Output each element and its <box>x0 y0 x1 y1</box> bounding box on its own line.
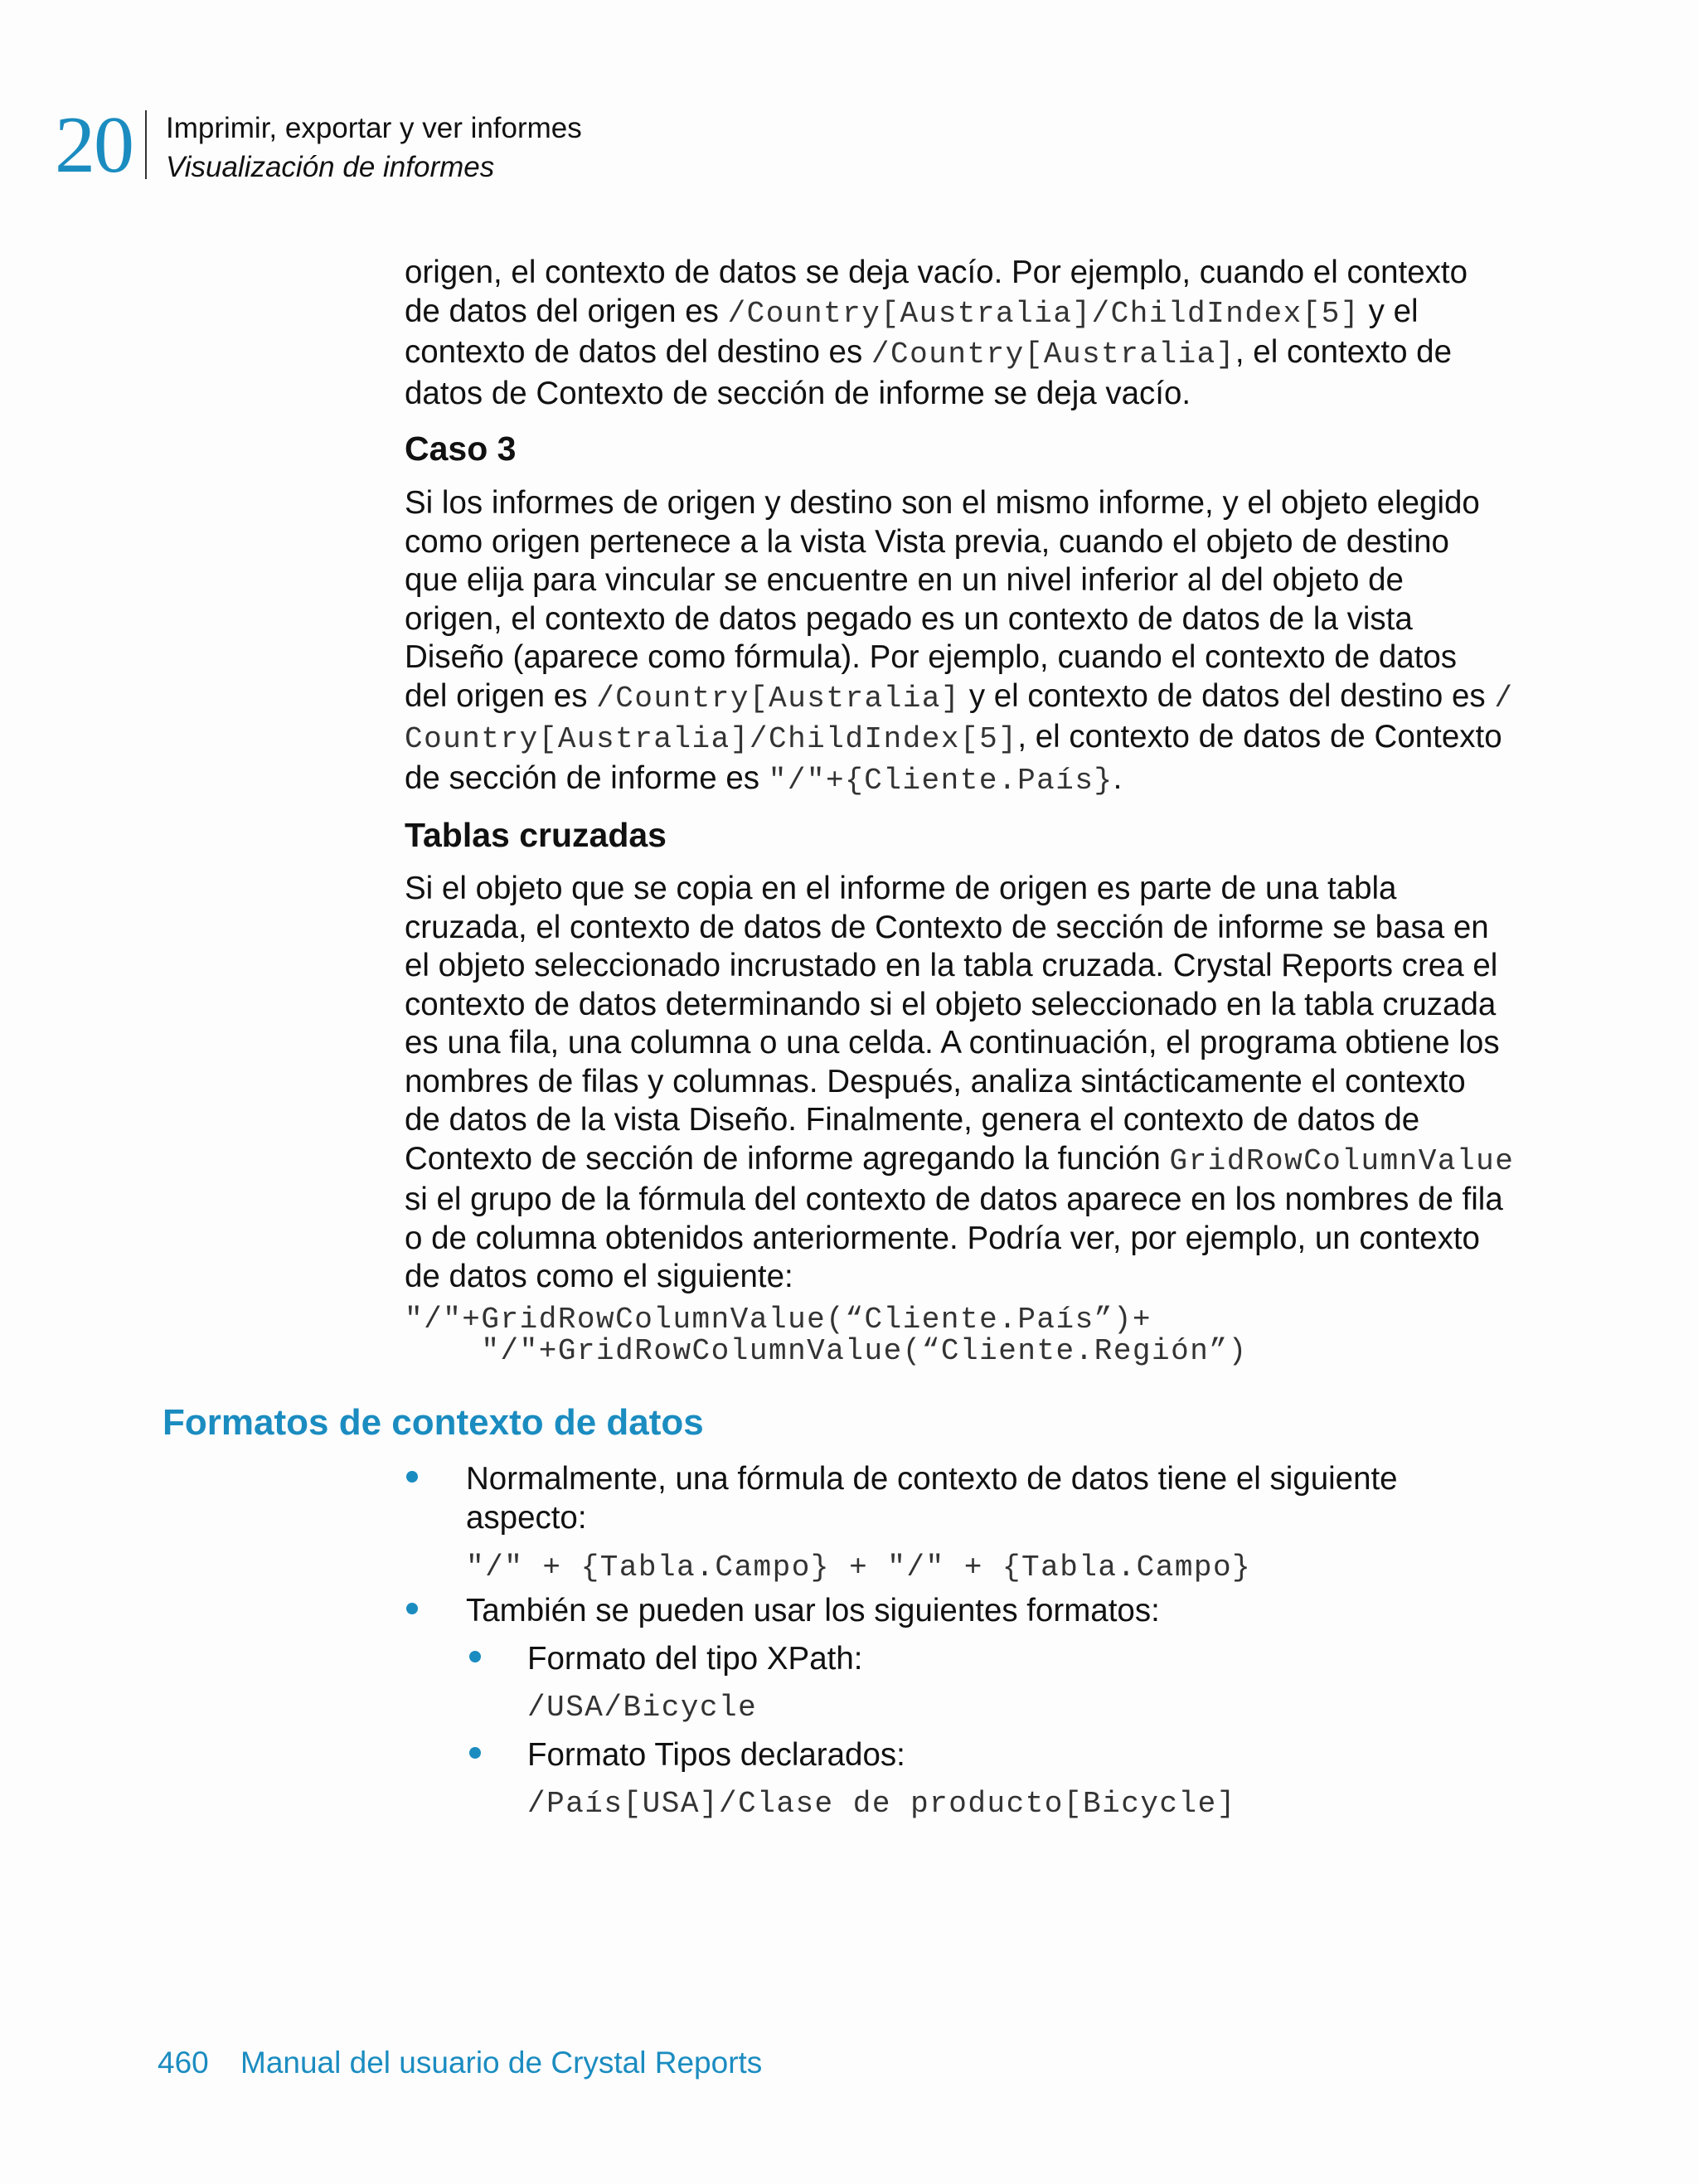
sub-bullet-icon <box>469 1747 481 1759</box>
bullet-1-line-2: aspecto: <box>466 1500 587 1536</box>
tablas-line: cruzada, el contexto de datos de Contexto de sección de informe se basa en <box>405 909 1489 945</box>
caso3-line <box>405 677 1514 719</box>
inline-code: GridRowColumnValue <box>1169 1143 1515 1178</box>
caso3-paragraph <box>405 484 1514 800</box>
bullet-2-text: También se pueden usar los siguientes formatos: <box>466 1593 1160 1628</box>
tablas-line: contexto de datos determinando si el objeto seleccionado en la tabla cruzada <box>405 986 1497 1022</box>
tablas-line: el objeto seleccionado incrustado en la tabla cruzada. Crystal Reports crea el <box>405 948 1498 983</box>
caso3-line: como origen pertenece a la vista Vista previa, cuando el objeto de destino <box>405 523 1449 560</box>
tablas-paragraph <box>405 870 1515 1297</box>
caso3-line: origen, el contexto de datos pegado es un contexto de datos de la vista <box>405 600 1413 637</box>
caso3-text: , el contexto de datos de Contexto <box>1017 719 1502 755</box>
inline-code: /Country[Australia] <box>596 681 961 716</box>
tablas-line: si el grupo de la fórmula del contexto de datos aparece en los nombres de fila <box>405 1182 1503 1217</box>
bullet-icon <box>406 1471 418 1483</box>
bullet-1-line-1: Normalmente, una fórmula de contexto de datos tiene el siguiente <box>466 1461 1398 1497</box>
tablas-line: de datos como el siguiente: <box>405 1259 793 1294</box>
tablas-line: nombres de filas y columnas. Después, analiza sintácticamente el contexto <box>405 1063 1466 1099</box>
bullet-1-code: "/" + {Tabla.Campo} + "/" + {Tabla.Campo} <box>466 1551 1252 1585</box>
inline-code: /Country[Australia]/ChildIndex[5] <box>727 296 1360 331</box>
chapter-title: Imprimir, exportar y ver informes <box>166 112 582 144</box>
sub-bullet-1-text: Formato del tipo XPath: <box>527 1641 863 1677</box>
sub-bullet-1-code: /USA/Bicycle <box>527 1691 758 1725</box>
chapter-divider <box>145 110 147 179</box>
caso3-line: Diseño (aparece como fórmula). Por ejemplo, cuando el contexto de datos <box>405 639 1458 675</box>
intro-line-1: origen, el contexto de datos se deja vacío. Por ejemplo, cuando el contexto <box>405 255 1468 290</box>
inline-code: / <box>1494 681 1514 716</box>
caso3-text: y el contexto de datos del destino es <box>960 677 1495 714</box>
intro-text: y el <box>1359 293 1419 329</box>
sub-bullet-icon <box>469 1651 481 1662</box>
page-number: 460 <box>158 2046 209 2080</box>
intro-line-2 <box>405 293 1499 334</box>
sub-bullet-2-code: /País[USA]/Clase de producto[Bicycle] <box>527 1787 1236 1821</box>
intro-line-4: datos de Contexto de sección de informe se deja vacío. <box>405 375 1191 411</box>
intro-text: , el contexto de <box>1235 334 1453 370</box>
inline-code: Country[Australia]/ChildIndex[5] <box>405 722 1018 756</box>
heading-caso-3: Caso 3 <box>405 430 517 468</box>
tablas-line: o de columna obtenidos anteriormente. Podría ver, por ejemplo, un contexto <box>405 1220 1480 1256</box>
tablas-line: de datos de la vista Diseño. Finalmente, genera el contexto de datos de <box>405 1102 1420 1138</box>
heading-formatos: Formatos de contexto de datos <box>163 1402 704 1443</box>
caso3-text: del origen es <box>405 677 597 714</box>
chapter-number: 20 <box>55 100 133 190</box>
caso3-text: de sección de informe es <box>405 760 769 796</box>
inline-code: /Country[Australia] <box>871 337 1235 371</box>
tablas-line: Si el objeto que se copia en el informe de origen es parte de una tabla <box>405 871 1397 906</box>
sub-bullet-2-text: Formato Tipos declarados: <box>527 1737 905 1773</box>
intro-text: de datos del origen es <box>405 293 728 329</box>
tablas-line: es una fila, una columna o una celda. A continuación, el programa obtiene los <box>405 1025 1500 1060</box>
section-title: Visualización de informes <box>166 151 495 183</box>
caso3-line <box>405 718 1502 760</box>
code-example-line-1: "/"+GridRowColumnValue(“Cliente.País”)+ <box>405 1303 1152 1337</box>
code-example-line-2: "/"+GridRowColumnValue(“Cliente.Región”) <box>405 1334 1248 1368</box>
heading-tablas-cruzadas: Tablas cruzadas <box>405 816 667 854</box>
caso3-line: que elija para vincular se encuentre en un nivel inferior al del objeto de <box>405 562 1404 598</box>
manual-title: Manual del usuario de Crystal Reports <box>240 2046 763 2080</box>
intro-line-3 <box>405 333 1499 375</box>
caso3-line: Si los informes de origen y destino son el mismo informe, y el objeto elegido <box>405 485 1480 521</box>
tablas-line <box>405 1140 1515 1182</box>
tablas-text: Contexto de sección de informe agregando la función <box>405 1140 1170 1177</box>
inline-code: "/"+{Cliente.País} <box>768 763 1113 798</box>
caso3-line <box>405 760 1499 801</box>
intro-text: contexto de datos del destino es <box>405 334 871 370</box>
caso3-text: . <box>1113 760 1123 796</box>
bullet-icon <box>406 1603 418 1614</box>
intro-paragraph <box>405 254 1499 413</box>
